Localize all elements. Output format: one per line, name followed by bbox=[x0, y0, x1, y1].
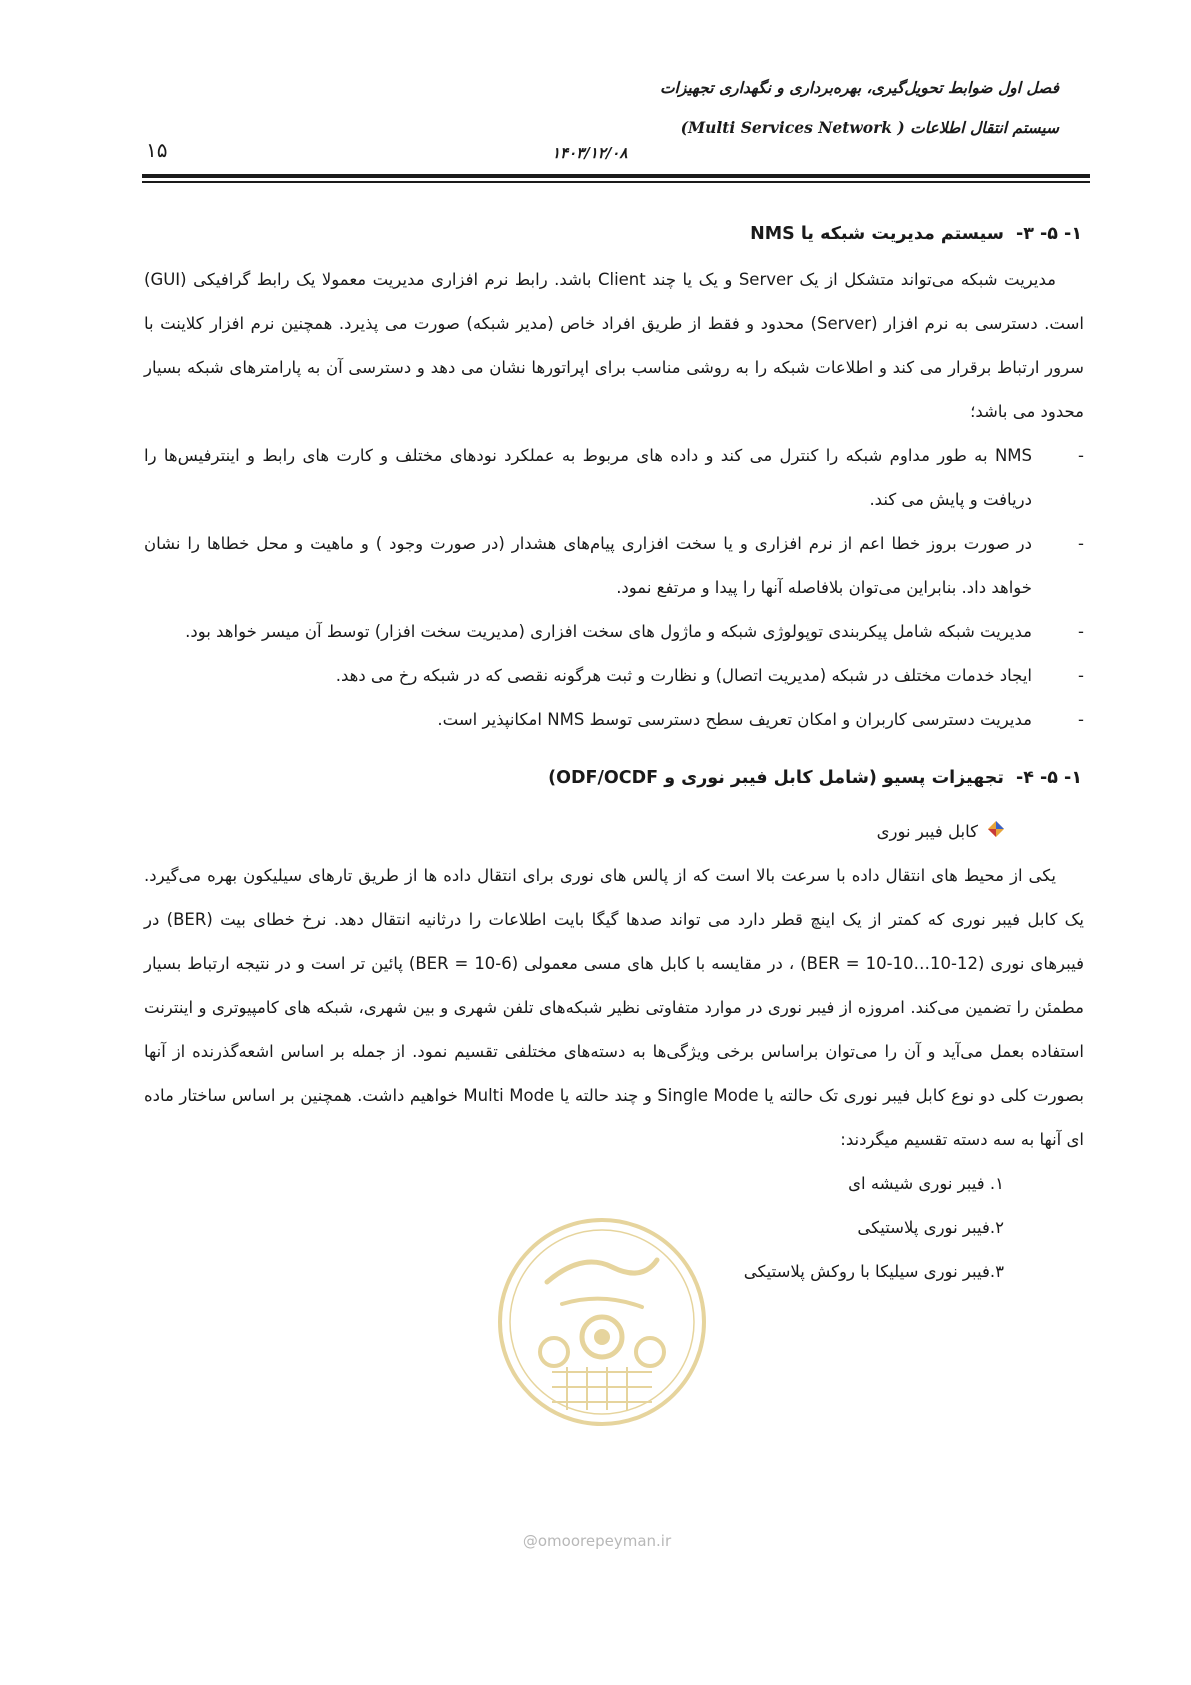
page-body bbox=[144, 210, 1084, 1294]
bullet-marker: - bbox=[1078, 666, 1084, 685]
list-item-text: NMS به طور مداوم شبکه را کنترل می کند و داده های مربوط به عملکرد نودهای مختلف و کارت های رابط و اینترفیس‌ها را دریافت و پایش می کند. bbox=[144, 446, 1032, 509]
section-number: ۱- ۵- ۴- bbox=[1015, 768, 1082, 788]
watermark-logo bbox=[492, 1212, 712, 1432]
section-title: سیستم مدیریت شبکه یا NMS bbox=[750, 224, 1004, 244]
chapter-title: فصل اول ضوابط تحویل‌گیری، بهره‌برداری و نگهداری تجهیزات bbox=[659, 78, 1059, 97]
document-date: ۱۴۰۳/۱۲/۰۸ bbox=[552, 144, 628, 162]
list-item-text: در صورت بروز خطا اعم از نرم افزاری و یا سخت افزاری پیام‌های هشدار (در صورت وجود ) و ماهیت و محل خطاها را نشان خواهد داد. بنابراین می‌توان بلافاصله آنها را پیدا و مرتفع نمود. bbox=[144, 534, 1032, 597]
watermark-url: @omoorepeyman.ir bbox=[522, 1532, 672, 1550]
list-item-text: ایجاد خدمات مختلف در شبکه (مدیریت اتصال) و نظارت و ثبت هرگونه نقصی که در شبکه رخ می دهد. bbox=[335, 666, 1032, 685]
list-item: ۳.فیبر نوری سیلیکا با روکش پلاستیکی bbox=[743, 1262, 1004, 1281]
fiber-paragraph: یکی از محیط های انتقال داده با سرعت بالا است که از پالس های نوری برای انتقال داده ها از طریق تارهای سیلیکون بهره می‌گیرد. یک کابل فیبر نوری که کمتر از یک اینچ قطر دارد می تواند صدها گیگا بایت اطلاعات را درثانیه انتقال دهد. نرخ خطای بیت (BER) در فیبرهای نوری (BER = 10-10…10-12) ، در مقایسه با کابل های مسی معمولی (BER = 10-6) پائین تر است و در نتیجه ارتباط بسیار مطمئن را تضمین می‌کند. امروزه از فیبر نوری در موارد متفاوتی نظیر شبکه‌های تلفن شهری و بین شهری، شبکه های کامپیوتری و اینترنت استفاده بعمل می‌آید و آن را می‌توان براساس برخی ویژگی‌ها به دسته‌های مختلفی تقسیم نمود. از جمله بر اساس اشعه‌گذرنده از آنها بصورت کلی دو نوع کابل فیبر نوری تک حالته یا Single Mode و چند حالته یا Multi Mode خواهیم داشت. همچنین بر اساس ساختار ماده ای آنها به سه دسته تقسیم میگردند: bbox=[144, 866, 1085, 1149]
nms-bullet-list bbox=[144, 434, 1084, 742]
section-number: ۱- ۵- ۳- bbox=[1015, 224, 1082, 244]
fiber-subheading bbox=[144, 810, 1084, 854]
list-item bbox=[144, 654, 1084, 698]
list-item bbox=[144, 610, 1084, 654]
bullet-marker: - bbox=[1078, 710, 1084, 729]
list-item-text: مدیریت شبکه شامل پیکربندی توپولوژی شبکه و ماژول های سخت افزاری (مدیریت سخت افزار) توسط آن میسر خواهد بود. bbox=[185, 622, 1032, 641]
system-title: سیستم انتقال اطلاعات ( Multi Services Network) bbox=[680, 118, 1059, 137]
nms-paragraph: مدیریت شبکه می‌تواند متشکل از یک Server و یک یا چند Client باشد. رابط نرم افزاری مدیریت معمولا یک رابط گرافیکی (GUI) است. دسترسی به نرم افزار (Server) محدود و فقط از طریق افراد خاص (مدیر شبکه) صورت می پذیرد. همچنین نرم افزار کلاینت با سرور ارتباط برقرار می کند و اطلاعات شبکه را به روشی مناسب برای اپراتورها نشان می دهد و دسترسی آن به پارامترهای شبکه بسیار محدود می باشد؛ bbox=[144, 270, 1084, 421]
section-title: تجهیزات پسیو (شامل کابل فیبر نوری و ODF/OCDF) bbox=[548, 768, 1004, 788]
header-rule-thick bbox=[142, 174, 1090, 178]
list-item bbox=[144, 698, 1084, 742]
section-heading-passive bbox=[144, 754, 1084, 802]
bullet-marker: - bbox=[1078, 446, 1084, 465]
diamond-bullet-icon bbox=[988, 810, 1004, 854]
list-item: ۲.فیبر نوری پلاستیکی bbox=[857, 1218, 1004, 1237]
page-number: ۱۵ bbox=[146, 138, 168, 162]
bullet-marker: - bbox=[1078, 622, 1084, 641]
list-item bbox=[144, 434, 1084, 522]
subheading-text: کابل فیبر نوری bbox=[876, 822, 978, 841]
list-item bbox=[144, 522, 1084, 610]
list-item: ۱. فیبر نوری شیشه ای bbox=[848, 1174, 1004, 1193]
list-item-text: مدیریت دسترسی کاربران و امکان تعریف سطح دسترسی توسط NMS امکانپذیر است. bbox=[437, 710, 1032, 729]
header-rule-thin bbox=[142, 181, 1090, 183]
section-heading-nms bbox=[144, 210, 1084, 258]
bullet-marker: - bbox=[1078, 534, 1084, 553]
